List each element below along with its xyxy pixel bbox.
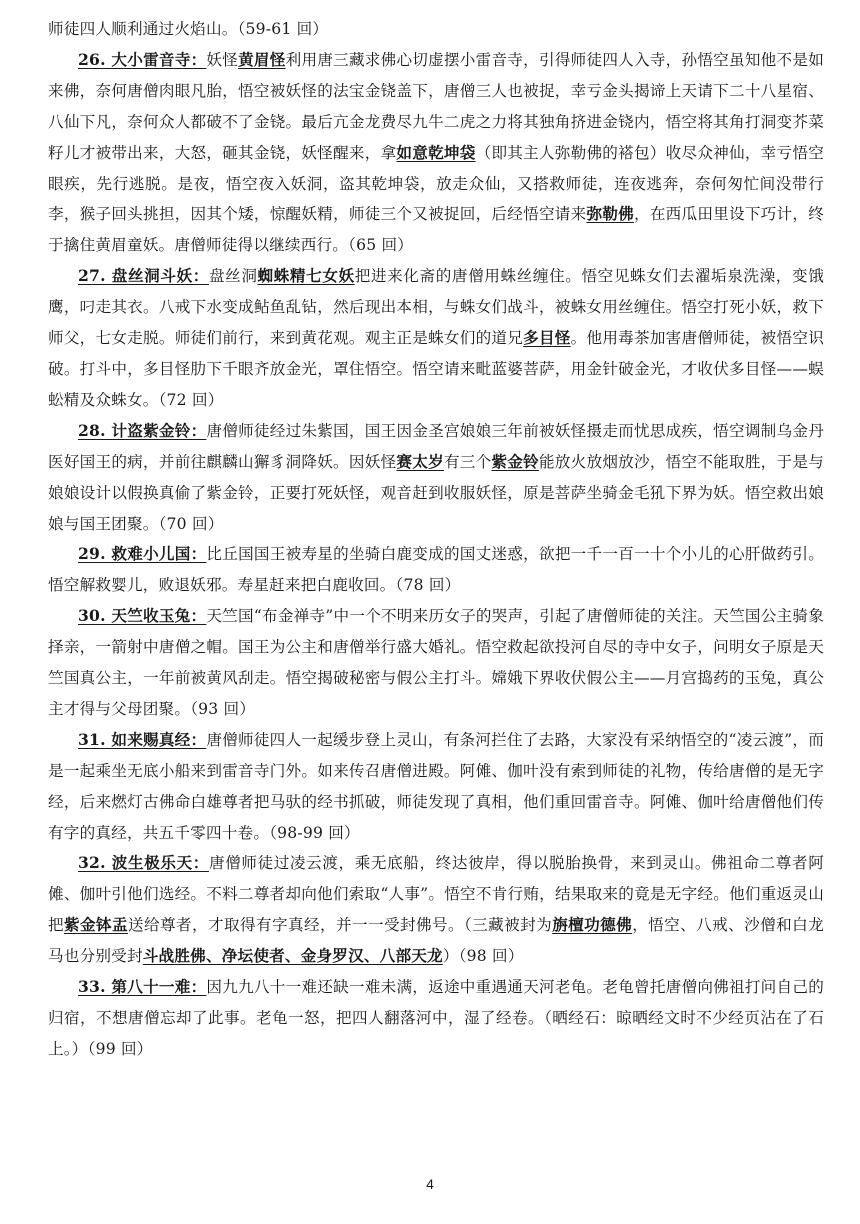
paragraph-continued: [48, 14, 824, 45]
text: ，在西瓜田里设下巧计，终于擒住黄眉童妖。唐僧师徒得以继续西行。（65 回）: [48, 205, 824, 255]
key-term: 赛太岁: [396, 451, 444, 471]
text: 唐僧师徒过凌云渡，乘无底船，终达彼岸，得以脱胎换骨，来到灵山。佛祖命二尊者阿傩、伽叶引他们选经。不料二尊者却向他们索取“人事”。悟空不肯行贿，结果取来的竟是无字经。他们重返灵山把: [48, 854, 824, 935]
key-term: 斗战胜佛、净坛使者、金身罗汉、八部天龙: [142, 946, 443, 966]
section-heading-32: 32. 波生极乐天：: [78, 853, 209, 873]
key-term: 蜘蛛精七女妖: [257, 266, 355, 286]
text: （即其主人弥勒佛的褡包）收尽众神仙，幸亏悟空眼疾，先行逃脱。是夜，悟空夜入妖洞，盗其乾坤袋，放走众仙，又搭救师徒，连夜逃奔，奈何匆忙间没带行李，猴子回头挑担，因其个矮，惊醒妖精，师徒三个又被捉回，后经悟空请来: [48, 143, 824, 224]
key-term: 多目怪: [523, 328, 571, 348]
section-heading-30: 30. 天竺收玉兔：: [78, 606, 207, 626]
text: 送给尊者，才取得有字真经，并一一受封佛号。（三藏被封为: [128, 916, 553, 935]
section-heading-29: 29. 救难小儿国：: [78, 544, 207, 564]
text: 能放火放烟放沙，悟空不能取胜，于是与娘娘设计以假换真偷了紫金铃，正要打死妖怪，观音赶到收服妖怪，原是菩萨坐骑金毛犼下界为妖。悟空救出娘娘与国王团聚。（70 回）: [48, 452, 824, 533]
text: 天竺国“布金禅寺”中一个不明来历女子的哭声，引起了唐僧师徒的关注。天竺国公主骑象择亲，一箭射中唐僧之帽。国王为公主和唐僧举行盛大婚礼。悟空救起欲投河自尽的寺中女子，问明女子原是天竺国真公主，一年前被黄风刮走。悟空揭破秘密与假公主打斗。嫦娥下界收伏假公主——月宫捣药的玉兔，真公主才得与父母团聚。（93 回）: [48, 607, 824, 718]
text: 师徒四人顺利通过火焰山。（59-61 回）: [48, 20, 329, 38]
page-number: 4: [426, 1176, 434, 1192]
paragraph-29: [48, 539, 824, 601]
text: 。他用毒茶加害唐僧师徒，被悟空识破。打斗中，多目怪肋下千眼齐放金光，罩住悟空。悟空请来毗蓝婆菩萨，用金针破金光，才收伏多目怪——蜈蚣精及众蛛女。（72 回）: [48, 329, 824, 409]
text: ，悟空、八戒、沙僧和白龙马也分别受封: [48, 916, 824, 966]
section-heading-27: 27. 盘丝洞斗妖：: [78, 266, 209, 286]
paragraph-28: [48, 416, 824, 540]
text: 盘丝洞: [208, 267, 258, 286]
text: 唐僧师徒四人一起缓步登上灵山，有条河拦住了去路，大家没有采纳悟空的“凌云渡”，而是一起乘坐无底小船来到雷音寺门外。如来传召唐僧进殿。阿傩、伽叶没有索到师徒的礼物，传给唐僧的是无字经，后来燃灯古佛命白雄尊者把马驮的经书抓破，师徒发现了真相，他们重回雷音寺。阿傩、伽叶给唐僧他们传有字的真经，共五千零四十卷。（98-99 回）: [48, 730, 824, 842]
paragraph-27: [48, 261, 824, 416]
paragraph-26: [48, 45, 824, 261]
document-body: [48, 14, 824, 1065]
section-heading-33: 33. 第八十一难：: [78, 977, 207, 997]
paragraph-31: [48, 725, 824, 849]
key-term: 旃檀功德佛: [552, 915, 633, 935]
paragraph-32: [48, 848, 824, 972]
key-term: 紫金钵盂: [64, 915, 128, 935]
paragraph-33: [48, 972, 824, 1065]
text: 妖怪: [206, 50, 239, 69]
key-term: 弥勒佛: [586, 204, 634, 224]
text: ）（98 回）: [442, 947, 524, 966]
text: 唐僧师徒经过朱紫国，国王因金圣宫娘娘三年前被妖怪摄走而忧思成疾，悟空调制乌金丹医好国王的病，并前往麒麟山獬豸洞降妖。因妖怪: [48, 421, 824, 471]
key-term: 如意乾坤袋: [396, 142, 476, 162]
section-heading-31: 31. 如来赐真经：: [78, 729, 207, 749]
key-term: 紫金铃: [491, 451, 539, 471]
text: 利用唐三藏求佛心切虚摆小雷音寺，引得师徒四人入寺，孙悟空虽知他不是如来佛，奈何唐僧肉眼凡胎，悟空被妖怪的法宝金铙盖下，唐僧三人也被捉，幸亏金头揭谛上天请下二十八星宿、八仙下凡，奈何众人都破不了金铙。最后亢金龙费尽九牛二虎之力将其独角挤进金铙内，悟空将其角打洞变芥菜籽儿才被带出来，大怒，砸其金铙，妖怪醒来，拿: [48, 50, 824, 162]
text: 因九九八十一难还缺一难未满，返途中重遇通天河老龟。老龟曾托唐僧向佛祖打问自己的归宿，不想唐僧忘却了此事。老龟一怒，把四人翻落河中，湿了经卷。（晒经石：晾晒经文时不少经页沾在了石上。）（99 回）: [48, 978, 824, 1058]
text: 把进来化斋的唐僧用蛛丝缠住。悟空见蛛女们去濯垢泉洗澡，变饿鹰，叼走其衣。八戒下水变成鲇鱼乱钻，然后现出本相，与蛛女们战斗，被蛛女用丝缠住。悟空打死小妖，救下师父，七女走脱。师徒们前行，来到黄花观。观主正是蛛女们的道兄: [48, 267, 824, 348]
section-heading-26: 26. 大小雷音寺：: [78, 49, 207, 69]
section-heading-28: 28. 计盗紫金铃：: [78, 420, 207, 440]
text: 有三个: [443, 452, 492, 471]
text: 比丘国国王被寿星的坐骑白鹿变成的国丈迷惑，欲把一千一百一十个小儿的心肝做药引。悟空解救婴儿，败退妖邪。寿星赶来把白鹿收回。（78 回）: [48, 545, 824, 595]
paragraph-30: [48, 601, 824, 725]
key-term: 黄眉怪: [238, 49, 286, 69]
